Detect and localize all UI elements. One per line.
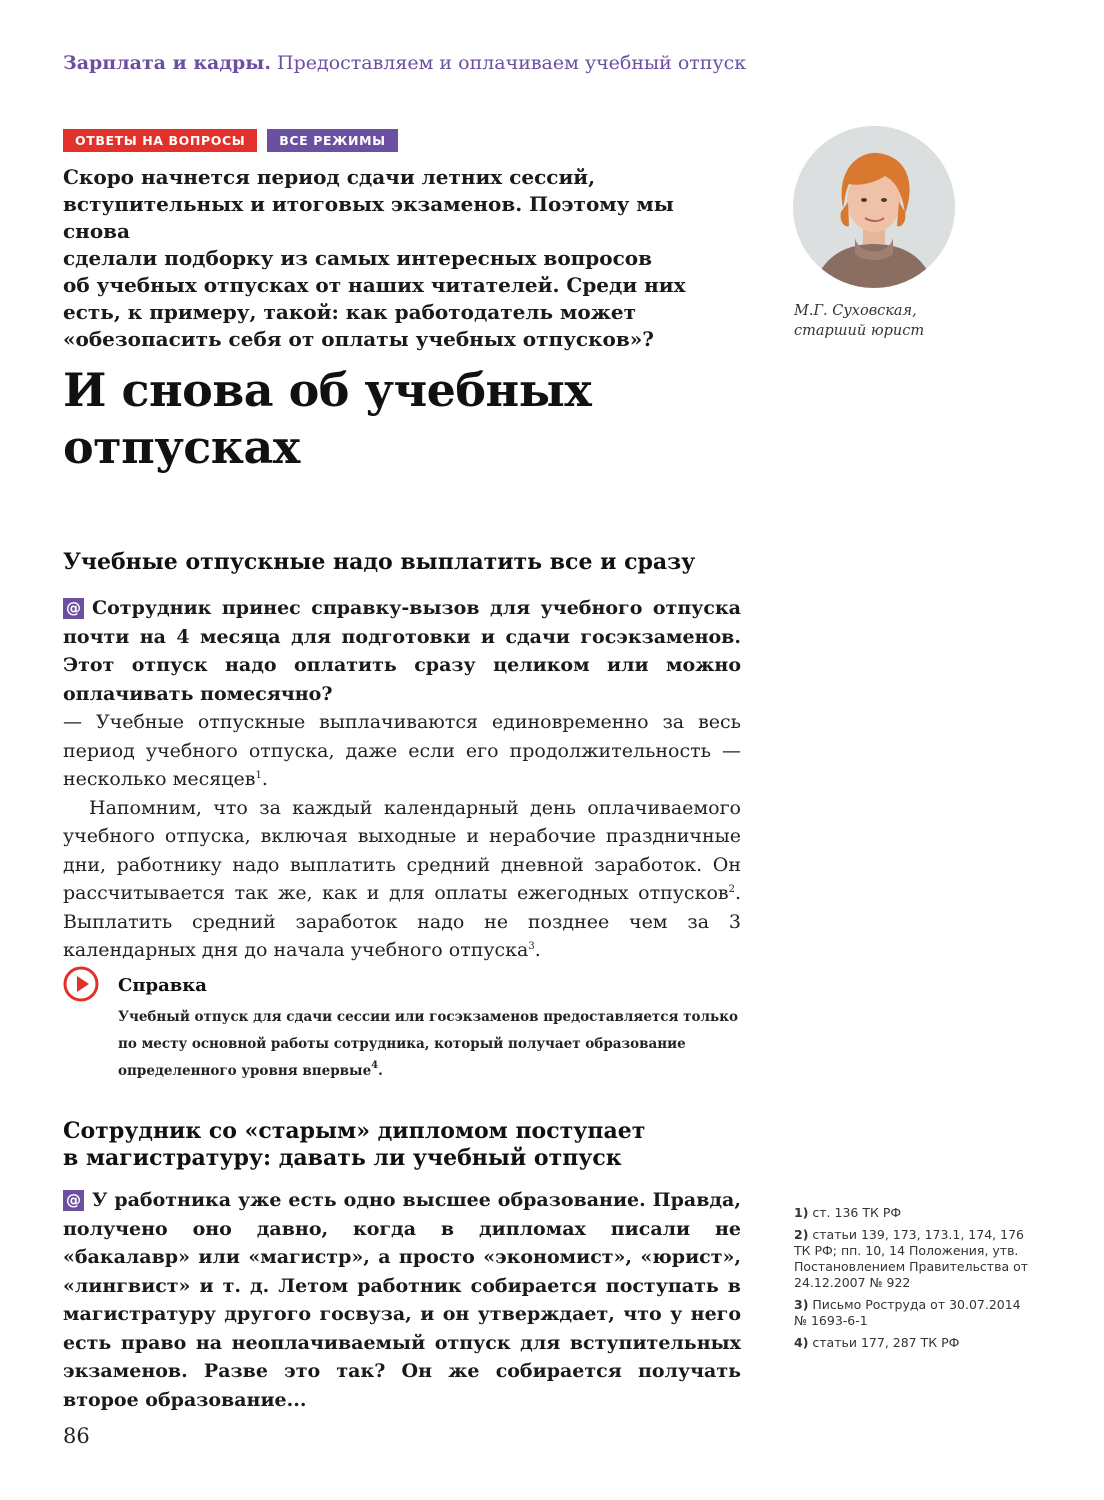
lead-line: об учебных отпусках от наших читателей. Среди них	[63, 273, 686, 297]
section2-heading	[63, 1118, 645, 1172]
heading-line: Сотрудник со «старым» дипломом поступает	[63, 1118, 646, 1144]
footnote	[794, 1335, 1034, 1351]
paragraph-text: . Выплатить средний заработок надо не позднее чем за 3 календарных дня до начала учебного отпуска	[63, 882, 741, 961]
footnote-text: статьи 177, 287 ТК РФ	[812, 1335, 960, 1350]
footnote-ref: 2	[728, 884, 735, 895]
email-question-icon: @	[63, 598, 84, 619]
tag-answers: ОТВЕТЫ НА ВОПРОСЫ	[63, 129, 257, 152]
footnote	[794, 1297, 1034, 1329]
section-name: Зарплата и кадры.	[63, 52, 271, 74]
lead-line: сделали подборку из самых интересных вопросов	[63, 246, 653, 270]
paragraph-text: Напомним, что за каждый календарный день оплачиваемого учебного отпуска, включая выходные и нерабочие праздничные дни, работнику надо выплатить средний дневной заработок. Он рассчитывается так же, как и для оплаты ежегодных отпусков	[63, 796, 741, 904]
footnote-text: ст. 136 ТК РФ	[812, 1205, 902, 1220]
footnote-ref: 1	[255, 770, 262, 781]
tag-all-regimes: ВСЕ РЕЖИМЫ	[267, 129, 397, 152]
article-title	[63, 362, 591, 476]
footnote-text: статьи 139, 173, 173.1, 174, 176 ТК РФ; пп. 10, 14 Положения, утв. Постановлением Правительства от 24.12.2007 № 922	[794, 1227, 1029, 1290]
footnote-number: 2)	[794, 1227, 809, 1242]
author-name: М.Г. Суховская,	[794, 303, 917, 319]
page-number: 86	[63, 1424, 90, 1448]
author-portrait-icon	[793, 126, 955, 288]
heading-line: в магистратуру: давать ли учебный отпуск	[63, 1145, 622, 1171]
note-title: Справка	[118, 975, 207, 996]
running-header	[63, 52, 746, 74]
answer-1-text: — Учебные отпускные выплачиваются единовременно за весь период учебного отпуска, даже если его продолжительность — несколько месяцев	[63, 711, 741, 790]
paragraph: Напомним, что за каждый календарный день оплачиваемого учебного отпуска, включая выходные и нерабочие праздничные дни, работнику надо выплатить средний дневной заработок. Он рассчитывается так же, как и для оплаты ежегодных отпусков$^2$. Выплатить средний заработок надо не позднее чем за 3 календарных дня до начала учебного отпуска$^3$.	[63, 796, 741, 961]
footnote-ref: 3	[528, 941, 535, 952]
play-icon	[63, 966, 99, 1002]
email-question-icon: @	[63, 1190, 84, 1211]
lead-line: «обезопасить себя от оплаты учебных отпусков»?	[63, 327, 654, 351]
question-2	[63, 1186, 741, 1414]
section-topic: Предоставляем и оплачиваем учебный отпуск	[277, 52, 747, 74]
answer-1: — Учебные отпускные выплачиваются единовременно за весь период учебного отпуска, даже если его продолжительность — несколько месяцев$^1$.	[63, 711, 741, 790]
lead-paragraph	[63, 164, 743, 353]
question-1-text: Сотрудник принес справку-вызов для учебного отпуска почти на 4 месяца для подготовки и сдачи госэкзаменов. Этот отпуск надо оплатить сразу целиком или можно оплачивать помесячно?	[63, 597, 741, 705]
footnote-number: 4)	[794, 1335, 809, 1350]
footnote	[794, 1205, 1034, 1221]
footnotes	[794, 1205, 1034, 1357]
section2-body	[63, 1186, 741, 1414]
lead-line: Скоро начнется период сдачи летних сессий,	[63, 165, 596, 189]
footnote-number: 1)	[794, 1205, 809, 1220]
lead-line: есть, к примеру, такой: как работодатель может	[63, 300, 637, 324]
lead-line: вступительных и итоговых экзаменов. Поэтому мы снова	[63, 192, 674, 243]
footnote	[794, 1227, 1034, 1291]
title-line: отпусках	[63, 420, 300, 474]
footnote-text: Письмо Роструда от 30.07.2014 № 1693-6-1	[794, 1297, 1021, 1328]
title-line: И снова об учебных	[63, 363, 592, 417]
section1-heading: Учебные отпускные надо выплатить все и сразу	[63, 549, 696, 575]
author-caption	[794, 301, 924, 341]
rubric-tags	[63, 129, 398, 152]
section1-body	[63, 594, 741, 965]
author-photo	[793, 126, 955, 288]
author-role: старший юрист	[794, 323, 925, 339]
note-text: Учебный отпуск для сдачи сессии или госэкзаменов предоставляется только по месту основной работы сотрудника, который получает образование определенного уровня впервые	[118, 1009, 738, 1079]
question-2-text: У работника уже есть одно высшее образование. Правда, получено оно давно, когда в дипломах писали не «бакалавр» или «магистр», а просто «экономист», «юрист», «лингвист» и т. д. Летом работник собирается поступать в магистратуру другого госвуза, и он утверждает, что у него есть право на неоплачиваемый отпуск для вступительных экзаменов. Разве это так? Он же собирается получать второе образование...	[63, 1189, 741, 1411]
footnote-ref: 4	[371, 1060, 379, 1071]
footnote-number: 3)	[794, 1297, 809, 1312]
question-1	[63, 594, 741, 708]
note-body: Учебный отпуск для сдачи сессии или госэкзаменов предоставляется только по месту основной работы сотрудника, который получает образование определенного уровня впервые$^4$.	[118, 1009, 738, 1079]
